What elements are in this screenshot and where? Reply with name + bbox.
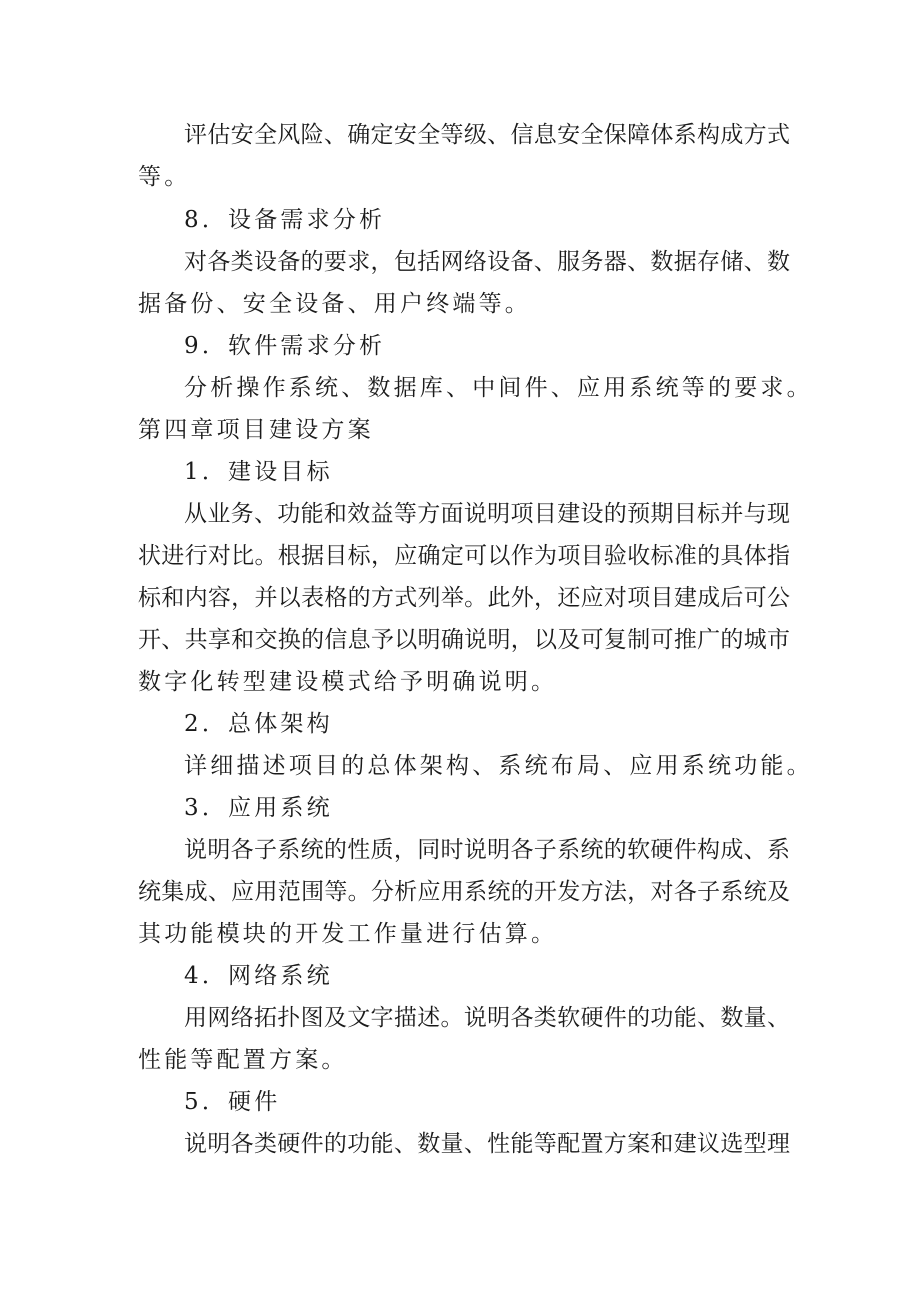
- paragraph-line: 其功能模块的开发工作量进行估算。: [138, 921, 558, 947]
- chapter-heading: 第四章项目建设方案: [138, 417, 374, 443]
- paragraph-line: 数字化转型建设模式给予明确说明。: [138, 669, 558, 695]
- paragraph-line: 状进行对比。根据目标，应确定可以作为项目验收标准的具体指: [138, 543, 790, 569]
- paragraph-line: 性能等配置方案。: [138, 1047, 348, 1073]
- section-heading: 8．设备需求分析: [184, 207, 386, 233]
- section-heading: 9．软件需求分析: [184, 333, 386, 359]
- paragraph-line: 从业务、功能和效益等方面说明项目建设的预期目标并与现: [184, 501, 790, 527]
- paragraph-line: 说明各子系统的性质，同时说明各子系统的软硬件构成、系: [184, 837, 790, 863]
- paragraph-line: 开、共享和交换的信息予以明确说明，以及可复制可推广的城市: [138, 627, 790, 653]
- paragraph-line: 分析操作系统、数据库、中间件、应用系统等的要求。: [184, 375, 813, 401]
- paragraph-line: 说明各类硬件的功能、数量、性能等配置方案和建议选型理: [184, 1131, 790, 1157]
- paragraph-line: 统集成、应用范围等。分析应用系统的开发方法，对各子系统及: [138, 879, 790, 905]
- section-heading: 5．硬件: [184, 1089, 281, 1115]
- section-heading: 1．建设目标: [184, 459, 333, 485]
- paragraph-line: 用网络拓扑图及文字描述。说明各类软硬件的功能、数量、: [184, 1005, 790, 1031]
- section-heading: 3．应用系统: [184, 795, 333, 821]
- paragraph-line: 对各类设备的要求，包括网络设备、服务器、数据存储、数: [184, 249, 790, 275]
- paragraph-line: 据备份、安全设备、用户终端等。: [138, 291, 531, 317]
- paragraph-line: 详细描述项目的总体架构、系统布局、应用系统功能。: [184, 753, 813, 779]
- paragraph-line: 等。: [138, 164, 191, 190]
- section-heading: 2．总体架构: [184, 711, 333, 737]
- section-heading: 4．网络系统: [184, 963, 333, 989]
- paragraph-line: 标和内容，并以表格的方式列举。此外，还应对项目建成后可公: [138, 585, 790, 611]
- paragraph-line: 评估安全风险、确定安全等级、信息安全保障体系构成方式: [184, 122, 790, 148]
